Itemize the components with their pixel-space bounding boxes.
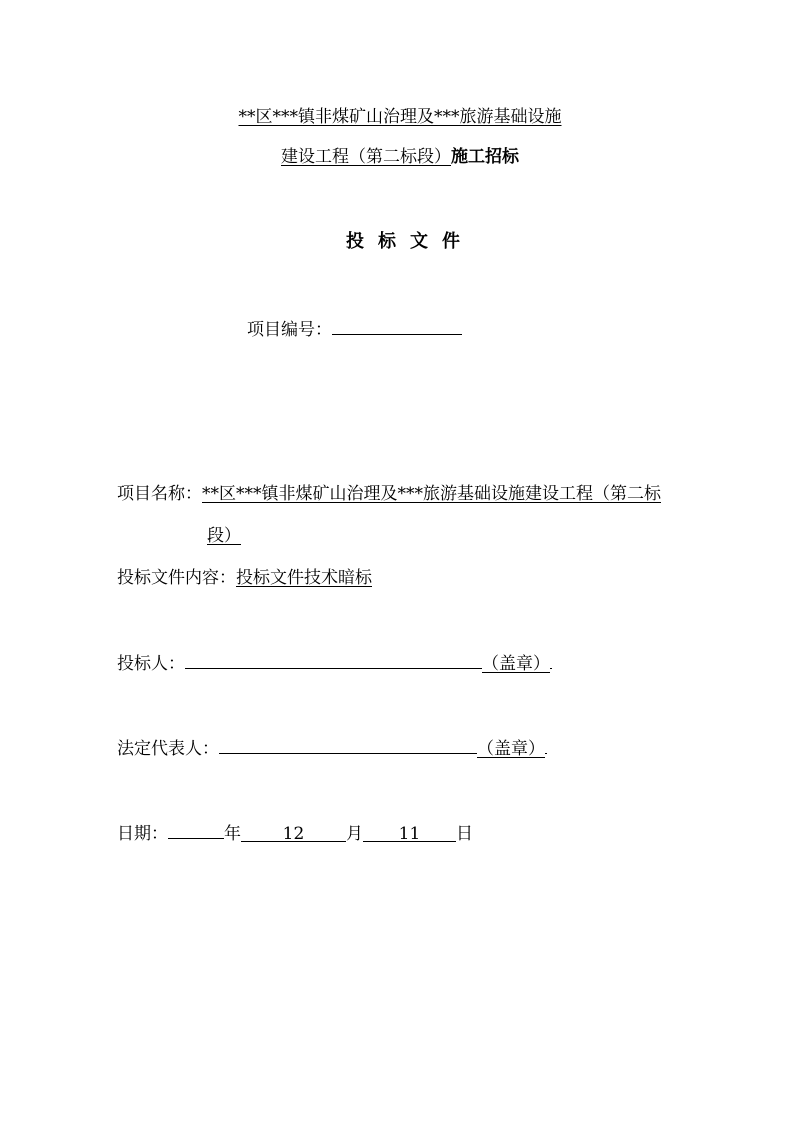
bid-content-row — [117, 567, 372, 589]
bid-content-label: 投标文件内容： — [117, 568, 236, 588]
legal-rep-row — [117, 735, 547, 760]
date-day-field[interactable]: 11 — [363, 823, 456, 842]
bidder-row — [117, 650, 552, 675]
date-label: 日期： — [117, 824, 168, 844]
document-title: 投标文件 — [346, 231, 474, 252]
project-number-label: 项目编号： — [247, 320, 332, 340]
bidder-label: 投标人： — [117, 654, 185, 674]
project-number-row — [247, 316, 462, 341]
bidder-seal: （盖章） — [482, 654, 550, 674]
legal-rep-seal: （盖章） — [477, 739, 545, 759]
date-year-field[interactable] — [168, 820, 224, 839]
date-day-unit: 日 — [456, 824, 473, 844]
legal-rep-label: 法定代表人： — [117, 739, 219, 759]
date-month-unit: 月 — [346, 824, 363, 844]
project-name-value-line2: 段） — [207, 526, 241, 546]
title-line-2-bold: 施工招标 — [451, 147, 519, 167]
project-number-field[interactable] — [332, 316, 462, 335]
bid-content-value: 投标文件技术暗标 — [236, 568, 372, 588]
project-name-label: 项目名称： — [117, 484, 202, 504]
title-line-2-underlined: 建设工程（第二标段） — [281, 147, 451, 167]
title-line-1-text: **区***镇非煤矿山治理及***旅游基础设施 — [238, 107, 562, 127]
date-row — [117, 820, 473, 845]
legal-rep-tail-line — [545, 735, 547, 754]
project-name-value-line1: **区***镇非煤矿山治理及***旅游基础设施建设工程（第二标 — [202, 484, 661, 504]
legal-rep-field[interactable] — [219, 735, 477, 754]
date-month-field[interactable]: 12 — [241, 823, 346, 842]
project-name-row — [117, 483, 661, 505]
bidder-tail-line — [550, 650, 552, 669]
date-year-unit: 年 — [224, 824, 241, 844]
project-name-row-continued — [207, 525, 241, 547]
title-line-1 — [0, 106, 800, 128]
bidder-field[interactable] — [185, 650, 482, 669]
title-line-2 — [0, 146, 800, 168]
